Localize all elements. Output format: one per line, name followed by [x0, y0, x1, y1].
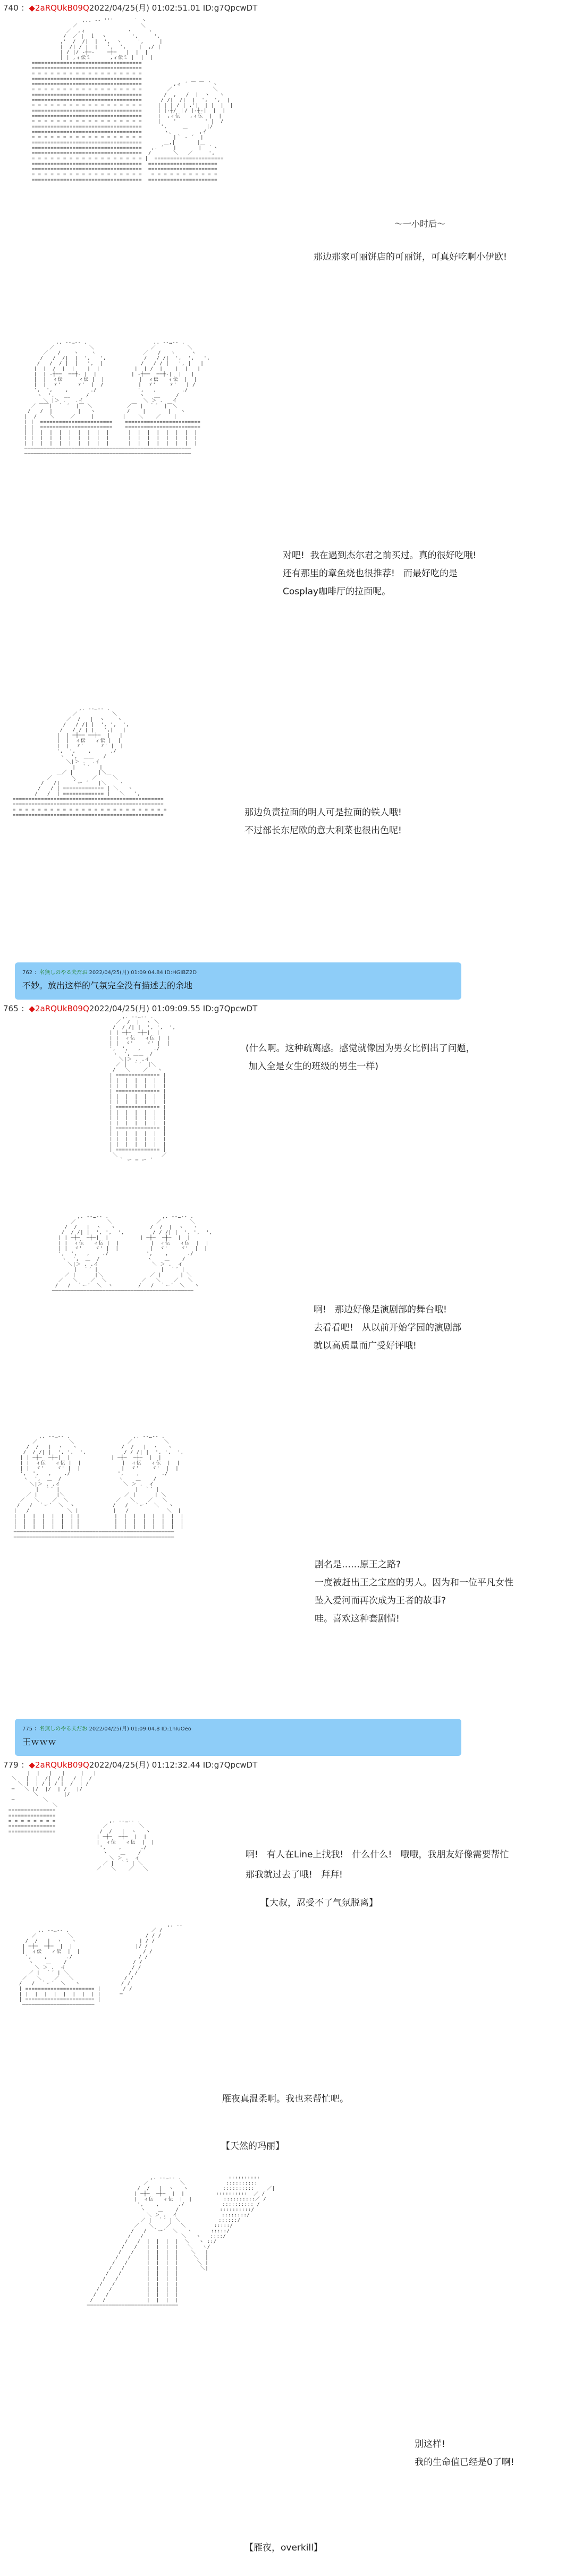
dialog-line: (什么啊。这种疏离感。感觉就像因为男女比例出了问题， [246, 1043, 475, 1054]
art-panel-2: ,. -‐…‐- . ,. -‐…‐- . ／ ＼ ／ ＼ ／ / ヽ ヽ ／ / ヽ ヽ / / /| | ', ', / / /| ', ', ', / / / | | ', | / / / | ', | | | | / | | | | | | / | | | | | | -┼── ──┼- | | | -┼── ──┼-| | | | | ィ伝 ィ伝 | | | ィ伝 ィ伝 | | | | ゞ' ゞ' | / | ゞ' ゞ' | / ', ', , ./ ', , ./ ヽ ', __ / ヽ __ / ＼ |＞ . .イ ＼ ＞ . イ ／ ￣￣| ｀ ´ |￣ ＼ ／￣ | ｀´ |￣＼ / / | | ヽ / | | ヽ | / ＼ ／ | | ＼ ／ | | | ======================= ======================== | | ======================= ======================== | | | | | | | | | | | | | | | | | | | | | | | | | | | | | | | | | | | | | | | | | | | | | | | | | | | | | | ───────────────────────────────────────────────────── ───────────────────────────────────────────────────── [24, 340, 210, 457]
dialog-line: 别这样! [415, 2439, 445, 2450]
dialog-line: 就以高质量而广受好评哦! [314, 1341, 417, 1351]
dialog-line: 我的生命值已经是0了啊! [415, 2457, 514, 2468]
art-panel-4: ,. -‐…‐- . ／ / | ヽ ＼ / / /| | ', ', ', | | ─┼─ ─┼─| | | | ィ伝 ィ伝 | | | | ゞ' ゞ' | | ', ', , ./ ヽ ', ＿＿ / ＼|＞ . .イ ／ | ｀´ |＼ / ＼ ／ ヽ | ============== | | | | | | | | | | | | | | | | ============== | | | | | | | | | | | | | | | | ============== | | | | | | | | | | | | | | | | | | | | | | | ============== | | | | | | | | | | | | | | | | | | | | | | | ============== | ＼ ／ ｀ ー ─ ー ´ [109, 1014, 176, 1163]
narration-bracket: 【天然的玛丽】 [221, 2141, 284, 2152]
dialog-line: 一度被赶出王之宝座的男人。因为和一位平凡女性 [315, 1577, 513, 1588]
narration-bracket: 【大叔，忍受不了气氛脱离】 [260, 1898, 378, 1908]
dialog-line: 哇。喜欢这种套剧情! [315, 1614, 400, 1624]
reader-comment [15, 962, 461, 1000]
dialog-line: 那我就过去了哦! 拜拜! [246, 1870, 343, 1880]
dialog-line: 啊! 有人在Line上找我! 什么什么! 哦哦，我朋友好像需要帮忙 [246, 1849, 509, 1860]
comment-author: 名無しのやる夫だお [39, 970, 88, 976]
comment-author: 名無しのやる夫だお [39, 1726, 88, 1732]
comment-text: 王ｗｗｗ [22, 1737, 57, 1747]
comment-timestamp: 2022/04/25(月) 01:09:04.84 ID:HGIBZ2D [89, 970, 197, 976]
post-meta: 2022/04/25(月) 01:12:32.44 ID:g7QpcwDT [89, 1760, 258, 1770]
post-number: 740 [3, 3, 19, 13]
trip-code: ◆2aRQUkB09Q [29, 1760, 89, 1770]
post-header-740: 740 ：◆2aRQUkB09Q2022/04/25(月) 01:02:51.01 ID:g7QpcwDT [3, 3, 258, 13]
art-panel-8: ,. -‐ ,. -‐…‐- . ／ / ／ ＼ / / / / / | ヽ ヽ | / / | ─┼─ ─┼─ | | |/ / | ィ伝 ィ伝 | | / / ', , ./ / / ヽ ＿ / / / ＼ ＞ . イ / / ／ | ｀´ | ＼ / / ／ ＼ ／ ＼ / / / / ｀ー´ ＼ ヽ / / | ====================== | / / | | | | | | | | | | ─ | ====================== | ─────────────────────── [19, 1923, 183, 2008]
post-header-765: 765 ：◆2aRQUkB09Q2022/04/25(月) 01:09:09.55 ID:g7QpcwDT [3, 1004, 258, 1013]
comment-number: 762 [22, 970, 33, 976]
dialog-line: 坠入爱河而再次成为王者的故事? [315, 1596, 446, 1606]
post-number: 765 [3, 1004, 19, 1013]
dialog-line: 还有那里的章鱼烧也很推荐! 而最好吃的是 [283, 568, 458, 579]
post-header-779: 779 ：◆2aRQUkB09Q2022/04/25(月) 01:12:32.44 ID:g7QpcwDT [3, 1760, 258, 1770]
narration-bracket: 【雁夜，overkill】 [244, 2543, 323, 2553]
dialog-line: 那边负责拉面的明人可是拉面的铁人哦! [244, 807, 402, 818]
dialog-line: 啊! 那边好像是演剧部的舞台哦! [314, 1304, 447, 1315]
art-panel-7: | | | | | | ＼ | | /| /| / | / ＼ | | / | / | / | / ─ ＼ |/ |/ | / |/ ＼ |/ ─ ＼ ＼ =============== =============== = = = = = = = = ,. -‐…‐- . =============== ／ ＼ =============== / / | ヽ ヽ | ─┼─ ─┼─ | | | ィ伝 ィ伝 | | ', , ./ ヽ ＿ / ＼ ＞ . イ ／ | ｀´ | ＼ ／ ＼ ／ ＼ [8, 1771, 155, 1872]
dialog-line: 雁夜真温柔啊。我也来帮忙吧。 [222, 2094, 349, 2104]
dialog-line: 对吧! 我在遇到杰尔君之前买过。真的很好吃哦! [283, 550, 477, 561]
dialog-line: 加入全是女生的班级的男生一样) [246, 1061, 379, 1072]
art-panel-9: ,. -‐…‐- . :::::::::: ／ ＼ :::::::::: / / | ヽ ヽ :::::::::: ／| | ─┼─ ─┼─ | | :::::::::: ／ / | ィ伝 ィ伝 | | ::::::::::／ / ', , ./ :::::::::: / ヽ ＿ / ::::::::::/ ＼ ＞ . イ ::::::::/ ／ | ｀´ | ＼ ::::::/ ／ ＼ ／ ＼ :::::/ / / ｀ー´ ＼ ヽ :::::/ / / ＼ ヽ ::::/ / / | | | | ＼ ヽ ::/ / / | | | | ＼ ヽ/ / / | | | | ＼ | / / | | | | ＼ | / / | | | | ＼ | / / | | | | ＼| / / | | | | / / | | | | / / | | | | / / | | | | / / | | | | / / | | | | ───────────────────────────── [87, 2176, 275, 2308]
dialog-line: 剧名是……原王之路? [315, 1559, 401, 1570]
dialog-line: 那边那家可丽饼店的可丽饼，可真好吃啊小伊欧! [314, 252, 507, 262]
comment-timestamp: 2022/04/25(月) 01:09:04.8 ID:1hIuOeo [89, 1726, 191, 1732]
dialog-line: 去看看吧! 从以前开始学园的演剧部 [314, 1323, 462, 1333]
post-number: 779 [3, 1760, 19, 1770]
dialog-line: 不过部长东尼欧的意大利菜也很出色呢! [244, 825, 402, 836]
comment-number: 775 [22, 1726, 33, 1732]
post-meta: 2022/04/25(月) 01:09:09.55 ID:g7QpcwDT [89, 1004, 258, 1013]
post-meta: 2022/04/25(月) 01:02:51.01 ID:g7QpcwDT [89, 3, 258, 13]
trip-code: ◆2aRQUkB09Q [29, 3, 89, 13]
time-caption: ～一小时后～ [394, 219, 446, 229]
comment-text: 不妙。放出这样的气氛完全没有描述去的余地 [22, 980, 193, 991]
art-panel-3: ,. -‐…‐- . ／ ＼ ／ / | ヽ ヽ / / /| | ', ', ', / / / | | ',| | | | ─┼── ──┼─ | | | | ィ伝 ィ伝 | | | | ゞ' ゞ' | | ', ', , ./ ヽ ', ＿＿ / ＼|＞ . .イ | ｀´ | ＿／ | |＼＿ ／ ＼ ／ ＼ / /| ｀ー ´ |＼ ヽ / / | ============= | ＼ ヽ / / | ============= | ＼ ', ================================================ ================================================ = = = = = = = = = = = = = = = = = = = = = = = = = ================================================ [12, 706, 167, 818]
art-panel-5: ,. -‐…‐- . ,. -‐…‐- . ／ ＼ ／ ＼ / / | ヽ ヽ / / | ヽ ヽ / / /| | ', ', ', / / /| | ', ', ', | | ─┼─ ─┼─| | | ─┼─ ─┼─ | | | | ィ伝 ィ伝 | | | ィ伝 ィ伝 | | | | ゞ' ゞ' | | | ゞ' ゞ' | | ', ', , ./ ', , ./ ヽ ', ＿ / ヽ ＿ / ＼|＞ . .イ ＼ ＞ . イ | ｀´ | | ｀´ | ／ | |＼ ／ | | ＼ ／ ＼ ／ ＼ ／ ＼ ／ ＼ / / ｀ー´ ＼ ヽ / / ｀ー´ ＼ ヽ ───────────────────────────────────────────── [52, 1214, 213, 1294]
dialog-line: Cosplay咖啡厅的拉面呢。 [283, 586, 391, 597]
comment-meta: 775 ：名無しのやる夫だお 2022/04/25(月) 01:09:04.8 ID:1hIuOeo [22, 1726, 191, 1732]
art-panel-6: ,. -‐…‐- . ,. -‐…‐- . ／ ＼ ／ ＼ / / | ヽ ヽ / / | ヽ ヽ / / /| | ', ', ', / / /| | ', ', ', | | ─┼─ ─┼─| | | ─┼─ ─┼─ | | | | ィ伝 ィ伝 | | | ィ伝 ィ伝 | | | | ゞ' ゞ' | | | ゞ' ゞ' | | ', ', , ./ ', , ./ ヽ ', ＿ / ヽ ＿ / ＼|＞ . .イ ＼ ＞ . イ | ｀´ | | ｀´ | ／ | |＼ ／ | | ＼ ／ ＼ ／ ＼ ／ ＼ ／ ＼ / / ｀ー´ ＼ ヽ / / ｀ー´ ＼ ヽ | / ＼ | | / ＼ | | | | | | | | | | | | | | | | | | | | | | | | | | | | | | | | | | | | | | | | | | | | | | | | | ─────────────────────────────────────────────────── ─────────────────────────────────────────────────── [13, 1434, 184, 1540]
art-panel-1: ,.. -‐ ''' ￣ ￣ ｀ ヽ ／ ＼ ／ ,ィ ヽ ヽ / ／ | ｌ ヽ ', ', ,' / /| | ', ヽ ', | | /| / | | ', ', | ,/ | | / |/ -┼─- ─┼─ | | | | | ,ィ伝ミ ,ィ伝ミ | | | =================================== =================================== = = = = = = = = = = = = = = = = = = =================================== =================================== ,ィ ´ ￣ ￣ ｀ヽ = = = = = = = = = = = = = = = = = = ／ ＼ =================================== / , / | ヽ ヽ =================================== / /| /| | ', ', | = = = = = = = = = = = = = = = = = = | | | / | ,'| | | | | =================================== | |-┼/ ｜/ |-┼-| | | =================================== | ,ィ伝 ,ィ伝 | | = = = = = = = = = = = = = = = = = = | ' ' | / =================================== ', ＿ |/ =================================== ヽ、 ,イ = = = = = = = = = = = = = = = = = = |｀ - ´ | =================================== ＿,| |＿ =================================== ,. ´ | | ｀ヽ =================================== / ＼ ／ ', = = = = = = = = = = = = = = = = = = | ====================== =================================== ====================== =================================== ====================== = = = = = = = = = = = = = = = = = = = = = = = = = = = = = =================================== ====================== [31, 18, 233, 183]
reader-comment [15, 1719, 461, 1756]
trip-code: ◆2aRQUkB09Q [29, 1004, 89, 1013]
comment-meta: 762 ：名無しのやる夫だお 2022/04/25(月) 01:09:04.84 ID:HGIBZ2D [22, 970, 197, 976]
